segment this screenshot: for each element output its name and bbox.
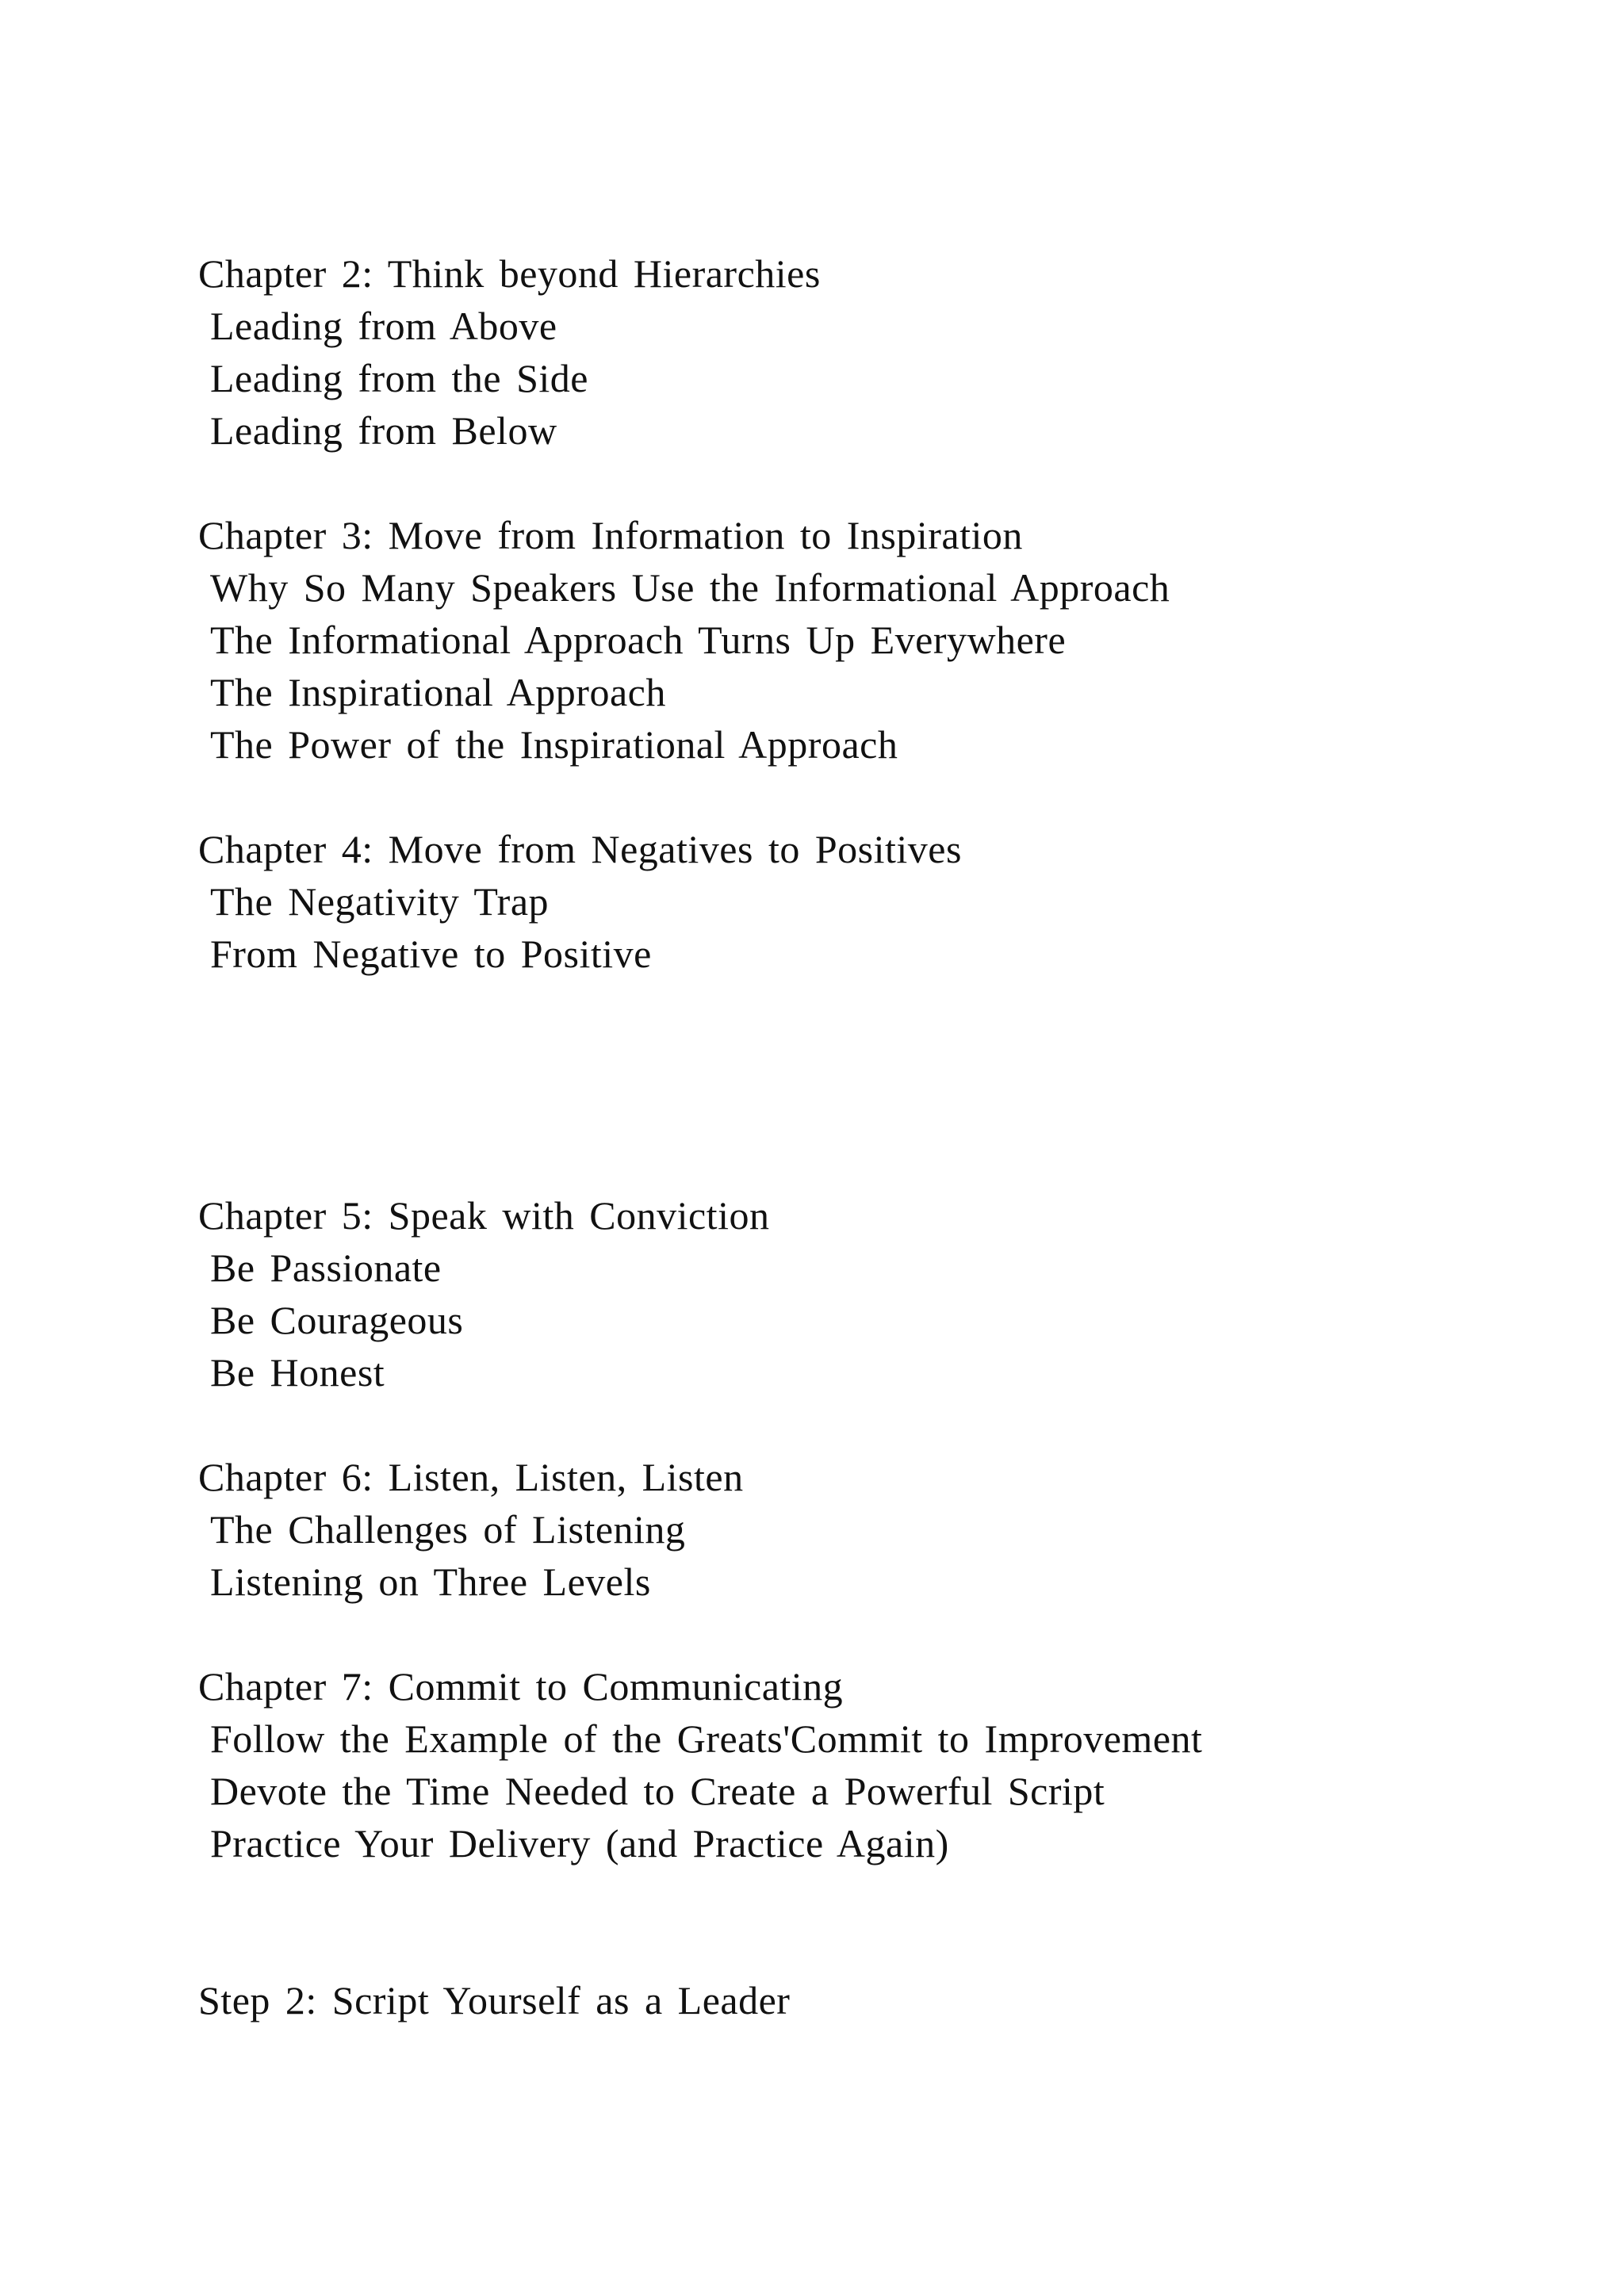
chapter-4-heading: Chapter 4: Move from Negatives to Positives — [198, 827, 962, 871]
chapter-5-heading: Chapter 5: Speak with Conviction — [198, 1193, 770, 1238]
chapter-4-item-2: From Negative to Positive — [210, 932, 652, 976]
chapter-3-item-1: Why So Many Speakers Use the Informational Approach — [210, 565, 1170, 610]
chapter-2-item-1: Leading from Above — [210, 304, 557, 348]
chapter-2-heading: Chapter 2: Think beyond Hierarchies — [198, 251, 821, 296]
chapter-3-item-3: The Inspirational Approach — [210, 670, 666, 714]
chapter-3-item-2: The Informational Approach Turns Up Everywhere — [210, 618, 1067, 662]
chapter-7-item-1: Follow the Example of the Greats'Commit to Improvement — [210, 1716, 1203, 1761]
chapter-5-item-1: Be Passionate — [210, 1246, 442, 1290]
chapter-5-item-2: Be Courageous — [210, 1298, 464, 1342]
chapter-7-item-2: Devote the Time Needed to Create a Powerful Script — [210, 1769, 1105, 1813]
chapter-3-item-4: The Power of the Inspirational Approach — [210, 722, 898, 767]
chapter-7-item-3: Practice Your Delivery (and Practice Again) — [210, 1821, 949, 1866]
step-2-heading: Step 2: Script Yourself as a Leader — [198, 1978, 791, 2022]
chapter-2-item-2: Leading from the Side — [210, 356, 588, 400]
chapter-6-item-1: The Challenges of Listening — [210, 1507, 686, 1552]
chapter-4-item-1: The Negativity Trap — [210, 879, 550, 924]
chapter-2-item-3: Leading from Below — [210, 408, 557, 453]
chapter-6-heading: Chapter 6: Listen, Listen, Listen — [198, 1455, 744, 1499]
chapter-3-heading: Chapter 3: Move from Information to Inspiration — [198, 513, 1023, 557]
chapter-7-heading: Chapter 7: Commit to Communicating — [198, 1664, 844, 1709]
chapter-6-item-2: Listening on Three Levels — [210, 1559, 651, 1604]
chapter-5-item-3: Be Honest — [210, 1350, 385, 1395]
